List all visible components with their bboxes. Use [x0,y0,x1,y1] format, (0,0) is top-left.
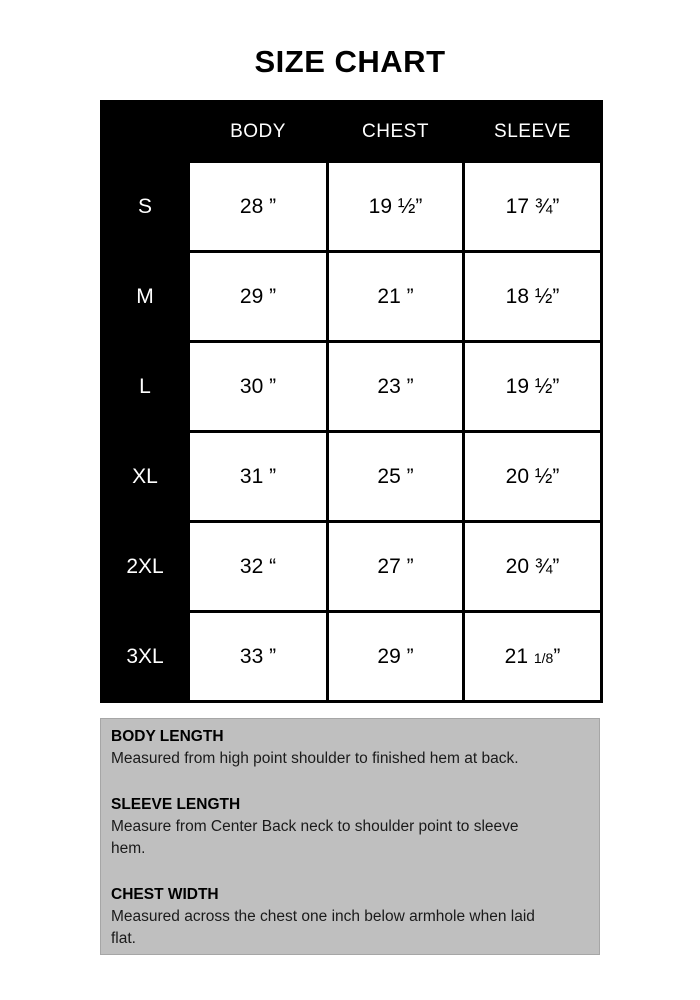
measurement-cell-sleeve: 19 ½” [464,342,602,432]
measurement-cell-body: 30 ” [189,342,328,432]
measurement-cell-sleeve: 20 ½” [464,432,602,522]
measurement-cell-chest: 27 ” [328,522,464,612]
measurement-cell-chest: 21 ” [328,252,464,342]
corner-cell [102,102,189,162]
small-fraction: 1/8 [533,649,554,666]
note-line: hem. [111,840,146,857]
measurement-cell-sleeve: 18 ½” [464,252,602,342]
size-label: 2XL [102,522,189,612]
measurement-cell-chest: 29 ” [328,612,464,702]
measurement-cell-sleeve: 20 ¾” [464,522,602,612]
note-section [111,884,589,950]
measurement-cell-sleeve: 17 ¾” [464,162,602,252]
measurement-cell-chest: 19 ½” [328,162,464,252]
measurement-cell-chest: 23 ” [328,342,464,432]
measurement-cell-sleeve: 21 1/8” [464,612,602,702]
table-row [102,162,602,252]
col-header-chest: CHEST [328,102,464,162]
note-heading: CHEST WIDTH [111,886,219,903]
table-row [102,252,602,342]
measurement-cell-body: 31 ” [189,432,328,522]
header-row [102,102,602,162]
note-line: Measured from high point shoulder to finished hem at back. [111,750,519,767]
size-table [100,100,603,703]
note-line: Measure from Center Back neck to shoulder point to sleeve [111,818,519,835]
measurement-notes [100,718,600,955]
measurement-cell-body: 32 “ [189,522,328,612]
note-section [111,726,589,770]
measurement-cell-body: 33 ” [189,612,328,702]
table-row [102,612,602,702]
measurement-cell-body: 28 ” [189,162,328,252]
page-title: SIZE CHART [254,44,446,79]
measurement-cell-chest: 25 ” [328,432,464,522]
size-label: M [102,252,189,342]
table-row [102,522,602,612]
table-row [102,432,602,522]
measurement-cell-body: 29 ” [189,252,328,342]
note-heading: BODY LENGTH [111,728,224,745]
table-row [102,342,602,432]
size-label: XL [102,432,189,522]
size-label: 3XL [102,612,189,702]
col-header-sleeve: SLEEVE [464,102,602,162]
size-label: L [102,342,189,432]
note-heading: SLEEVE LENGTH [111,796,241,813]
note-line: flat. [111,930,136,947]
note-line: Measured across the chest one inch below armhole when laid [111,908,535,925]
col-header-body: BODY [189,102,328,162]
note-section [111,794,589,860]
size-label: S [102,162,189,252]
